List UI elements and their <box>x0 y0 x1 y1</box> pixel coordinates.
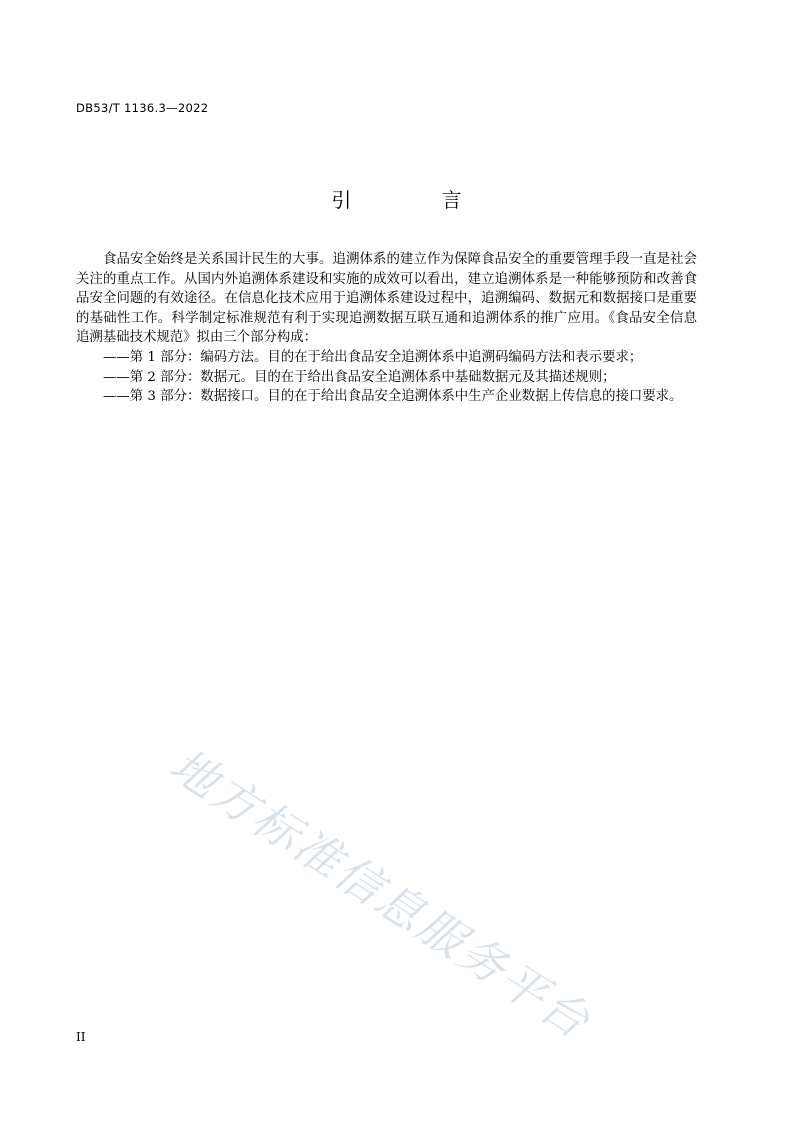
watermark: 地方标准信息服务平台 <box>160 737 602 1050</box>
introduction-paragraph: 食品安全始终是关系国计民生的大事。追溯体系的建立作为保障食品安全的重要管理手段一直是社会关注的重点工作。从国内外追溯体系建设和实施的成效可以看出，建立追溯体系是一种能够预防和改善食品安全问题的有效途径。在信息化技术应用于追溯体系建设过程中，追溯编码、数据元和数据接口是重要的基础性工作。科学制定标准规范有利于实现追溯数据互联互通和追溯体系的推广应用。《食品安全信息追溯基础技术规范》拟由三个部分构成： <box>76 252 697 346</box>
standard-id: DB53/T 1136.3—2022 <box>76 101 209 115</box>
list-item-part-2: ——第 2 部分：数据元。目的在于给出食品安全追溯体系中基础数据元及其描述规则； <box>103 369 616 385</box>
parts-list <box>76 348 697 407</box>
introduction-body <box>76 250 697 407</box>
list-item-part-1: ——第 1 部分：编码方法。目的在于给出食品安全追溯体系中追溯码编码方法和表示要求； <box>103 349 643 365</box>
list-item-part-3: ——第 3 部分：数据接口。目的在于给出食品安全追溯体系中生产企业数据上传信息的接口要求。 <box>103 389 683 405</box>
page-number: II <box>76 1030 86 1044</box>
page-title: 引 言 <box>331 188 504 212</box>
